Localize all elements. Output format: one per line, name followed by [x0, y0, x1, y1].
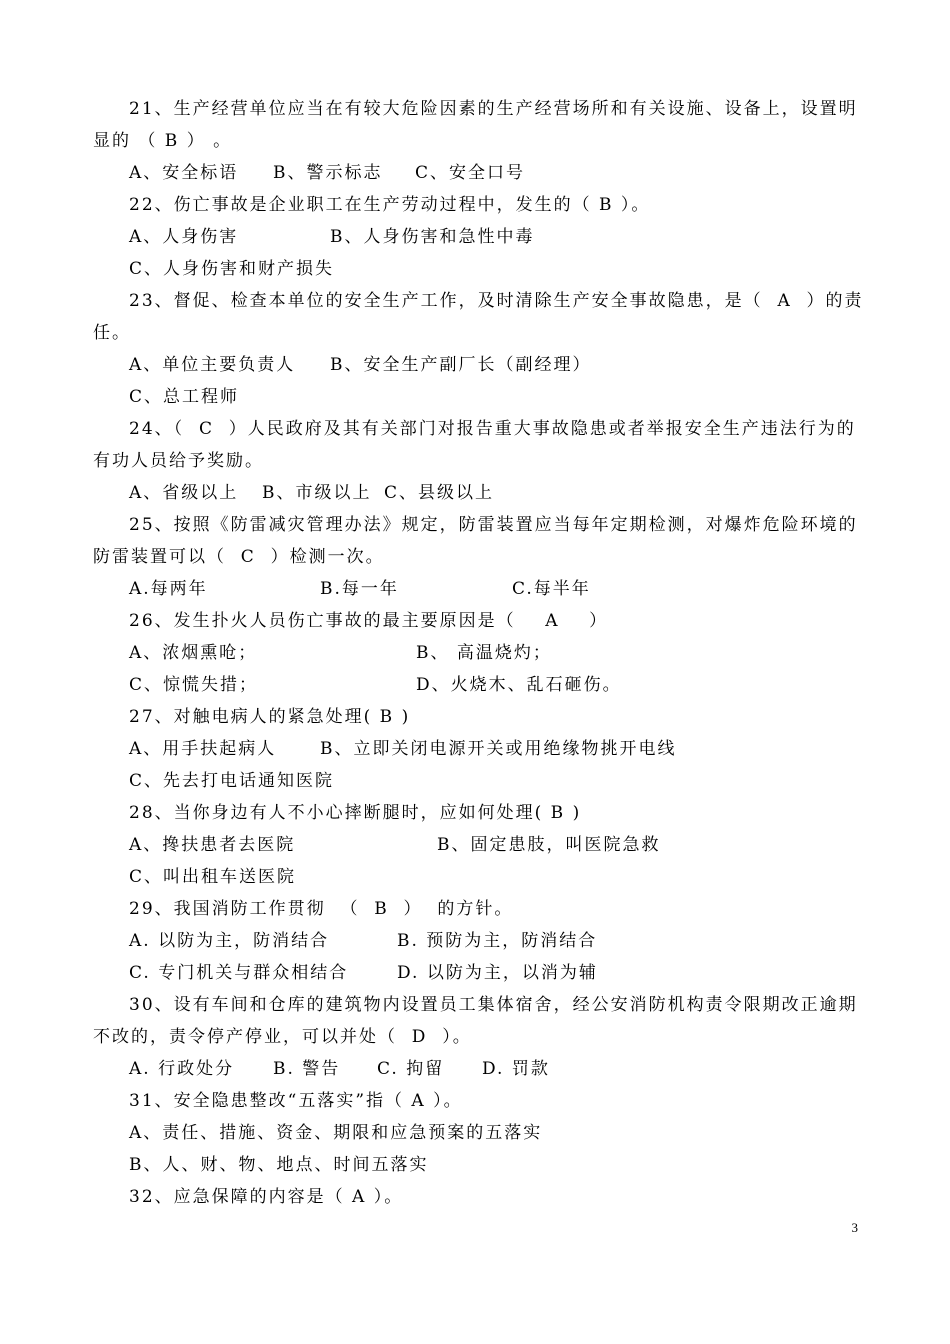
question-21-options — [0, 157, 950, 189]
option-b: B、安全生产副厂长（副经理） — [330, 355, 592, 375]
option-b: B、固定患肢，叫医院急救 — [437, 835, 661, 855]
question-31-option-a: A、责任、措施、资金、期限和应急预案的五落实 — [129, 1123, 543, 1143]
option-d: D. 以防为主，以消为辅 — [397, 963, 598, 983]
question-27-options — [0, 733, 950, 765]
question-24-line2: 有功人员给予奖励。 — [93, 451, 264, 471]
question-21-line2: 显的 （ B ） 。 — [93, 131, 233, 151]
question-29: 29、我国消防工作贯彻 （ B ） 的方针。 — [129, 899, 514, 919]
option-a: A、单位主要负责人 — [129, 355, 296, 375]
option-b: B. 警告 — [273, 1059, 341, 1079]
option-a: A、安全标语 — [129, 163, 239, 183]
option-b: B、警示标志 — [273, 163, 383, 183]
question-23-line1: 23、督促、检查本单位的安全生产工作，及时清除生产安全事故隐患，是（ A ）的责 — [129, 291, 864, 311]
option-b: B、市级以上 — [262, 483, 372, 503]
option-d: D、火烧木、乱石砸伤。 — [416, 675, 622, 695]
question-22-options — [0, 221, 950, 253]
question-27: 27、对触电病人的紧急处理( B ) — [129, 707, 411, 727]
question-28-option-c: C、叫出租车送医院 — [129, 867, 297, 887]
question-31: 31、安全隐患整改“五落实”指（ A ）。 — [129, 1091, 463, 1111]
option-b: B、 高温烧灼； — [416, 643, 552, 663]
question-31-option-b: B、人、财、物、地点、时间五落实 — [129, 1155, 429, 1175]
option-c: C、县级以上 — [384, 483, 495, 503]
question-24-options — [0, 477, 950, 509]
option-b: B、人身伤害和急性中毒 — [330, 227, 535, 247]
option-a: A、浓烟熏呛； — [129, 643, 258, 663]
question-30-options — [0, 1053, 950, 1085]
question-27-option-c: C、先去打电话通知医院 — [129, 771, 335, 791]
option-a: A. 行政处分 — [129, 1059, 235, 1079]
question-26: 26、发生扑火人员伤亡事故的最主要原因是（ A ） — [129, 611, 609, 631]
question-25-line1: 25、按照《防雷减灾管理办法》规定，防雷装置应当每年定期检测，对爆炸危险环境的 — [129, 515, 858, 535]
question-25-line2: 防雷装置可以（ C ）检测一次。 — [93, 547, 385, 567]
option-c: C、安全口号 — [415, 163, 526, 183]
question-21-line1: 21、生产经营单位应当在有较大危险因素的生产经营场所和有关设施、设备上，设置明 — [129, 99, 858, 119]
question-22-option-c: C、人身伤害和财产损失 — [129, 259, 335, 279]
option-b: B.每一年 — [320, 579, 399, 599]
question-29-options-row2 — [0, 957, 950, 989]
question-29-options-row1 — [0, 925, 950, 957]
question-24-line1: 24、（ C ）人民政府及其有关部门对报告重大事故隐患或者举报安全生产违法行为的 — [129, 419, 856, 439]
option-c: C. 专门机关与群众相结合 — [129, 963, 349, 983]
option-a: A、搀扶患者去医院 — [129, 835, 296, 855]
option-a: A、人身伤害 — [129, 227, 239, 247]
option-d: D. 罚款 — [482, 1059, 550, 1079]
question-23-line2: 任。 — [93, 323, 131, 343]
question-23-option-c: C、总工程师 — [129, 387, 240, 407]
question-23-options — [0, 349, 950, 381]
question-26-options-row2 — [0, 669, 950, 701]
question-28: 28、当你身边有人不小心摔断腿时，应如何处理( B ) — [129, 803, 582, 823]
option-c: C、惊慌失措； — [129, 675, 259, 695]
page-number: 3 — [851, 1220, 858, 1235]
option-b: B. 预防为主，防消结合 — [397, 931, 598, 951]
option-a: A、省级以上 — [129, 483, 239, 503]
question-25-options — [0, 573, 950, 605]
question-32: 32、应急保障的内容是（ A ）。 — [129, 1187, 404, 1207]
option-a: A. 以防为主，防消结合 — [129, 931, 330, 951]
question-22: 22、伤亡事故是企业职工在生产劳动过程中，发生的（ B ）。 — [129, 195, 651, 215]
option-a: A.每两年 — [129, 579, 208, 599]
option-b: B、立即关闭电源开关或用绝缘物挑开电线 — [320, 739, 677, 759]
question-26-options-row1 — [0, 637, 950, 669]
option-c: C. 拘留 — [377, 1059, 445, 1079]
option-a: A、用手扶起病人 — [129, 739, 277, 759]
question-28-options — [0, 829, 950, 861]
question-30-line2: 不改的，责令停产停业，可以并处（ D ）。 — [93, 1027, 472, 1047]
question-30-line1: 30、设有车间和仓库的建筑物内设置员工集体宿舍，经公安消防机构责令限期改正逾期 — [129, 995, 858, 1015]
option-c: C.每半年 — [512, 579, 591, 599]
